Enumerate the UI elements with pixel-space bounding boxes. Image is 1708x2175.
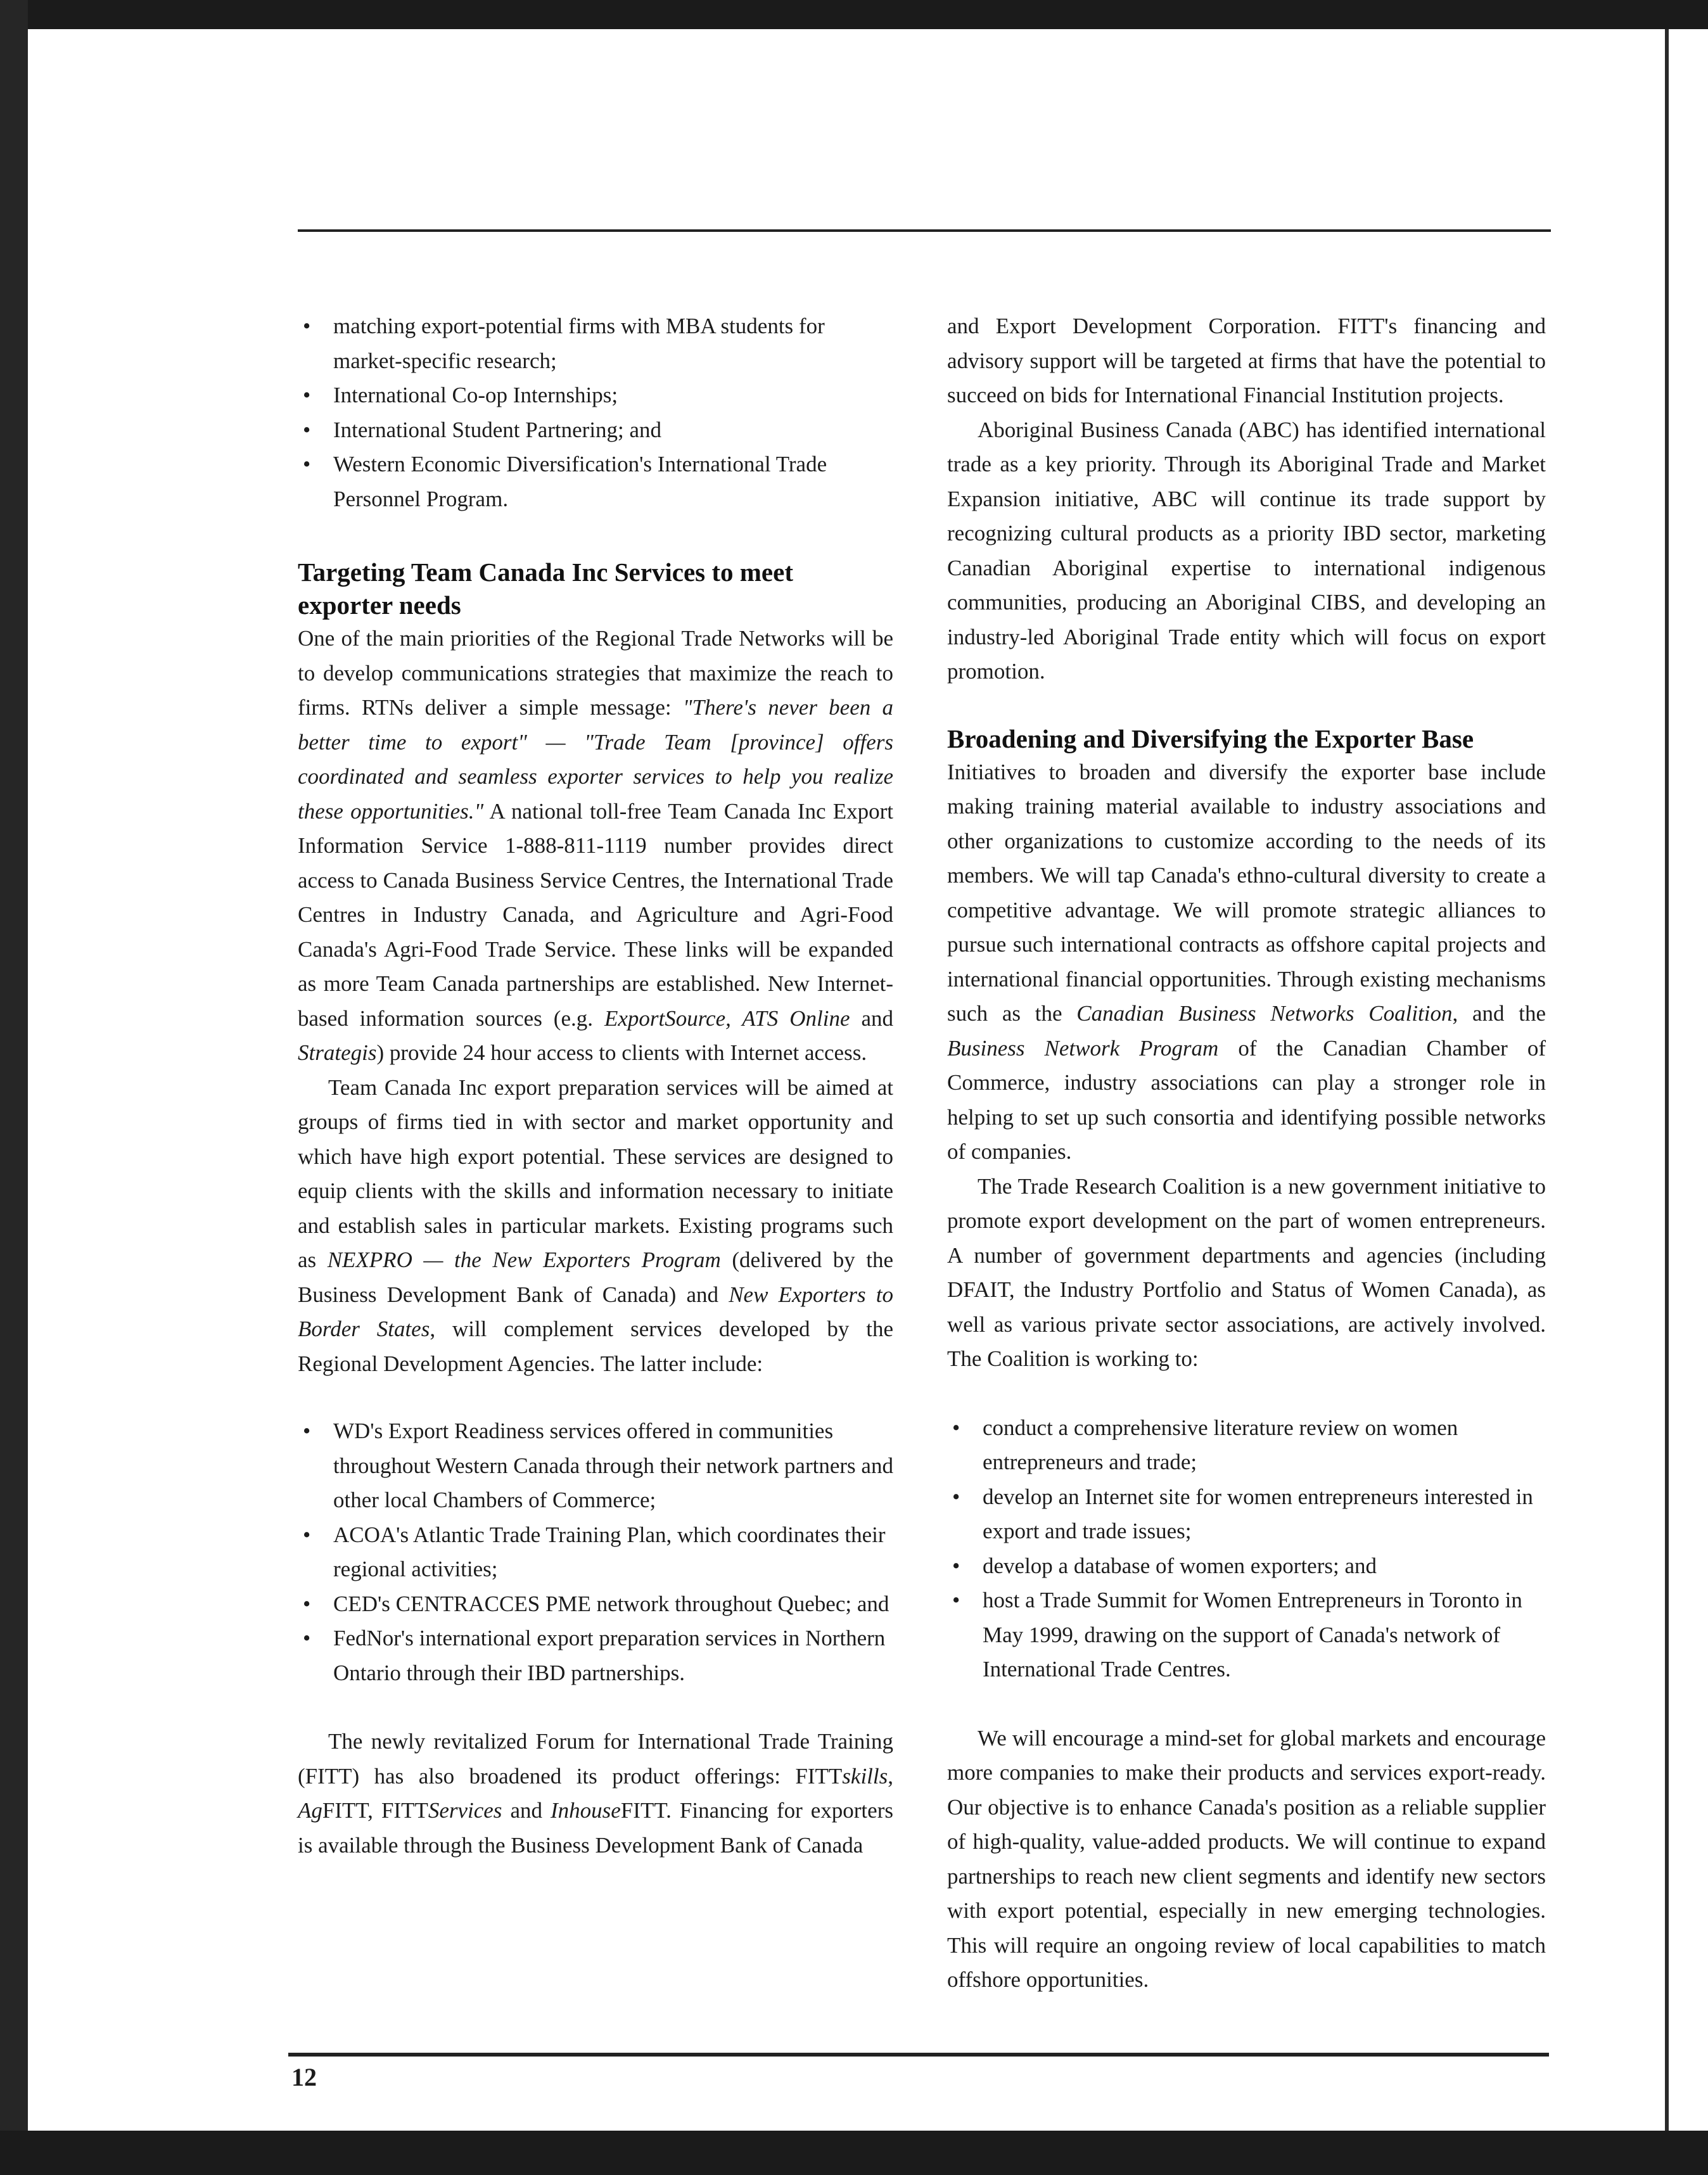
list-item: • develop an Internet site for women entrepreneurs interested in export and trade issues;	[947, 1480, 1546, 1549]
paragraph-global-mindset: We will encourage a mind-set for global markets and encourage more companies to make their products and services export-ready. Our objective is to enhance Canada's position as a reliable supplier of high-quality, value-added products. We will continue to expand partnerships to reach new client segments and identify new sectors with export potential, especially in new emerging technologies. This will require an ongoing review of local capabilities to match offshore opportunities.	[947, 1725, 1546, 1992]
list-item: • ACOA's Atlantic Trade Training Plan, which coordinates their regional activities;	[298, 1518, 893, 1587]
left-column	[298, 309, 893, 1863]
right-column	[947, 309, 1546, 1998]
page-number: 12	[291, 2063, 317, 2091]
paragraph-export-preparation: Team Canada Inc export preparation services will be aimed at groups of firms tied in with sector and market opportunity and which have high export potential. These services are designed to equip clients with the skills and information necessary to initiate and establish sales in particular markets. Existing programs such as NEXPRO — the New Exporters Program (delivered by the Business Development Bank of Canada) and New Exporters to Border States, will complement services developed by the Regional Development Agencies. The latter include:	[298, 1075, 894, 1376]
scan-edge-bottom	[0, 2131, 1708, 2175]
paragraph-rtn-priorities: One of the main priorities of the Regional Trade Networks will be to develop communications strategies that maximize the reach to firms. RTNs deliver a simple message: "There's never been a better time to export" — "Trade Team [province] offers coordinated and seamless exporter services to help you realize these opportunities." A national toll-free Team Canada Inc Export Information Service 1-888-811-1119 number provides direct access to Canada Business Service Centres, the International Trade Centres in Industry Canada, and Agriculture and Agri-Food Canada's Agri-Food Trade Service. These links will be expanded as more Team Canada partnerships are established. New Internet-based information sources (e.g. ExportSource, ATS Online and Strategis) provide 24 hour access to clients with Internet access.	[298, 626, 893, 1065]
list-item: • conduct a comprehensive literature review on women entrepreneurs and trade;	[947, 1411, 1546, 1480]
paragraph-trade-research-coalition: The Trade Research Coalition is a new government initiative to promote export development on the part of women entrepreneurs. A number of government departments and agencies (including DFAIT, the Industry Portfolio and Status of Women Canada), as well as various private sector associations, are actively involved. The Coalition is working to:	[947, 1173, 1546, 1371]
list-item: • WD's Export Readiness services offered in communities throughout Western Canada through their network partners and other local Chambers of Commerce;	[298, 1414, 893, 1518]
list-item: • develop a database of women exporters; and	[947, 1549, 1546, 1584]
scan-edge-left	[0, 0, 28, 2175]
bullet-list-coalition	[947, 1411, 1546, 1687]
list-item: • host a Trade Summit for Women Entrepreneurs in Toronto in May 1999, drawing on the support of Canada's network of International Trade Centres.	[947, 1583, 1546, 1687]
paragraph-edc: and Export Development Corporation. FITT's financing and advisory support will be targeted at firms that have the potential to succeed on bids for International Financial Institution projects.	[947, 314, 1546, 407]
section-heading-broadening: Broadening and Diversifying the Exporter Base	[947, 724, 1474, 753]
header-rule	[298, 229, 1551, 232]
paragraph-fitt: The newly revitalized Forum for International Trade Training (FITT) has also broadened its product offerings: FITTskills, AgFITT, FITTServices and InhouseFITT. Financing for exporters is available through the Business Development Bank of Canada	[298, 1729, 893, 1858]
paragraph-abc: Aboriginal Business Canada (ABC) has identified international trade as a key priority. Through its Aboriginal Trade and Market Expansion initiative, ABC will continue its trade support by recognizing cultural products as a priority IBD sector, marketing Canadian Aboriginal expertise to international indigenous communities, producing an Aboriginal CIBS, and developing an industry-led Aboriginal Trade entity which will focus on export promotion.	[947, 417, 1546, 684]
list-item: • International Co-op Internships;	[298, 378, 893, 413]
footer-rule	[288, 2053, 1549, 2057]
list-item: • Western Economic Diversification's International Trade Personnel Program.	[298, 447, 893, 516]
list-item: • matching export-potential firms with MBA students for market-specific research;	[298, 309, 893, 378]
section-heading-targeting: Targeting Team Canada Inc Services to meet exporter needs	[298, 558, 793, 620]
paragraph-broaden-initiatives: Initiatives to broaden and diversify the exporter base include making training material available to industry associations and other organizations to customize according to the needs of its members. We will tap Canada's ethno-cultural diversity to create a competitive advantage. We will promote strategic alliances to pursue such international contracts as offshore capital projects and international financial opportunities. Through existing mechanisms such as the Canadian Business Networks Coalition, and the Business Network Program of the Canadian Chamber of Commerce, industry associations can play a stronger role in helping to set up such consortia and identifying possible networks of companies.	[947, 759, 1546, 1164]
bullet-list-mba	[298, 309, 893, 516]
scan-edge-right	[1665, 29, 1669, 2131]
list-item: • International Student Partnering; and	[298, 413, 893, 448]
bullet-list-rda-services	[298, 1414, 893, 1690]
list-item: • FedNor's international export preparation services in Northern Ontario through their IBD partnerships.	[298, 1621, 893, 1690]
list-item: • CED's CENTRACCES PME network throughout Quebec; and	[298, 1587, 893, 1622]
scan-edge-top	[0, 0, 1708, 29]
